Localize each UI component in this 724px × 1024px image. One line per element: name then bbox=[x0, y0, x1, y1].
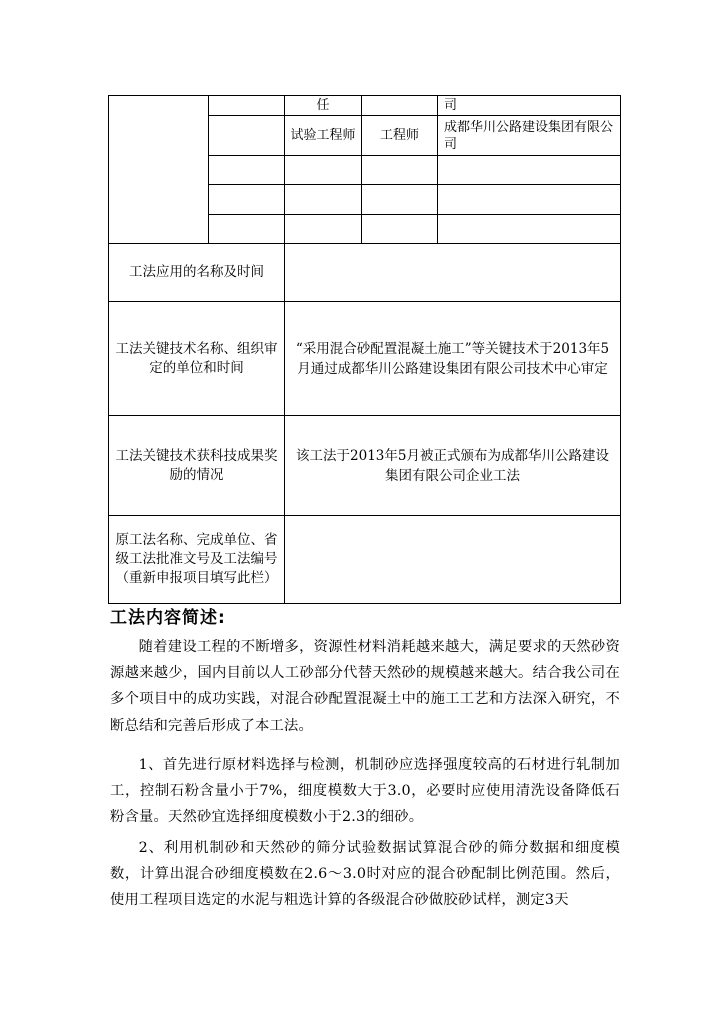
table-cell-blank bbox=[438, 185, 621, 215]
table-cell-blank bbox=[285, 215, 362, 244]
table-cell-blank bbox=[209, 96, 285, 116]
paragraph: 1、首先进行原材料选择与检测，机制砂应选择强度较高的石材进行轧制加工，控制石粉含量小于7%，细度模数大于3.0，必要时应使用清洗设备降低石粉含量。天然砂宜选择细度模数小于2.3的细砂。 bbox=[110, 757, 620, 826]
table-row bbox=[109, 416, 621, 516]
table-cell-blank bbox=[285, 185, 362, 215]
label-key-tech-award: 工法关键技术获科技成果奖励的情况 bbox=[109, 416, 285, 516]
table-cell-company: 成都华川公路建设集团有限公司 bbox=[438, 116, 621, 156]
table-cell-company-fragment: 司 bbox=[438, 96, 621, 116]
table-cell-blank bbox=[362, 185, 438, 215]
table-cell-blank bbox=[362, 156, 438, 185]
table-row bbox=[109, 244, 621, 302]
table-row bbox=[109, 516, 621, 604]
paragraph: 2、利用机制砂和天然砂的筛分试验数据试算混合砂的筛分数据和细度模数，计算出混合砂细度模数在2.6～3.0时对应的混合砂配制比例范围。然后，使用工程项目选定的水泥与粗选计算的各级混合砂做胶砂试样，测定3天 bbox=[110, 840, 620, 909]
label-key-tech-review: 工法关键技术名称、组织审定的单位和时间 bbox=[109, 302, 285, 416]
table-row bbox=[109, 96, 621, 116]
paragraph: 随着建设工程的不断增多，资源性材料消耗越来越大，满足要求的天然砂资源越来越少，国内目前以人工砂部分代替天然砂的规模越来越大。结合我公司在多个项目中的成功实践，对混合砂配置混凝土中的施工工艺和方法深入研究，不断总结和完善后形成了本工法。 bbox=[110, 639, 620, 734]
table-cell-blank bbox=[285, 156, 362, 185]
table-cell-blank bbox=[362, 96, 438, 116]
table-cell-blank bbox=[109, 96, 209, 244]
application-form-table bbox=[108, 95, 621, 604]
table-cell-job-title: 试验工程师 bbox=[285, 116, 362, 156]
table-cell-blank bbox=[209, 156, 285, 185]
value-application-name-time bbox=[285, 244, 621, 302]
table-row bbox=[109, 302, 621, 416]
table-cell-blank bbox=[438, 215, 621, 244]
table-cell-blank bbox=[209, 215, 285, 244]
table-cell-blank bbox=[438, 156, 621, 185]
value-original-info bbox=[285, 516, 621, 604]
value-key-tech-review: “采用混合砂配置混凝土施工”等关键技术于2013年5月通过成都华川公路建设集团有限公司技术中心审定 bbox=[285, 302, 621, 416]
label-original-info: 原工法名称、完成单位、省级工法批准文号及工法编号（重新申报项目填写此栏） bbox=[109, 516, 285, 604]
label-application-name-time: 工法应用的名称及时间 bbox=[109, 244, 285, 302]
table-cell-blank bbox=[209, 116, 285, 156]
section-heading: 工法内容简述: bbox=[110, 608, 226, 628]
table-cell-title-fragment: 任 bbox=[285, 96, 362, 116]
value-key-tech-award: 该工法于2013年5月被正式颁布为成都华川公路建设集团有限公司企业工法 bbox=[285, 416, 621, 516]
table-cell-blank bbox=[209, 185, 285, 215]
table-cell-professional-title: 工程师 bbox=[362, 116, 438, 156]
table-cell-blank bbox=[362, 215, 438, 244]
